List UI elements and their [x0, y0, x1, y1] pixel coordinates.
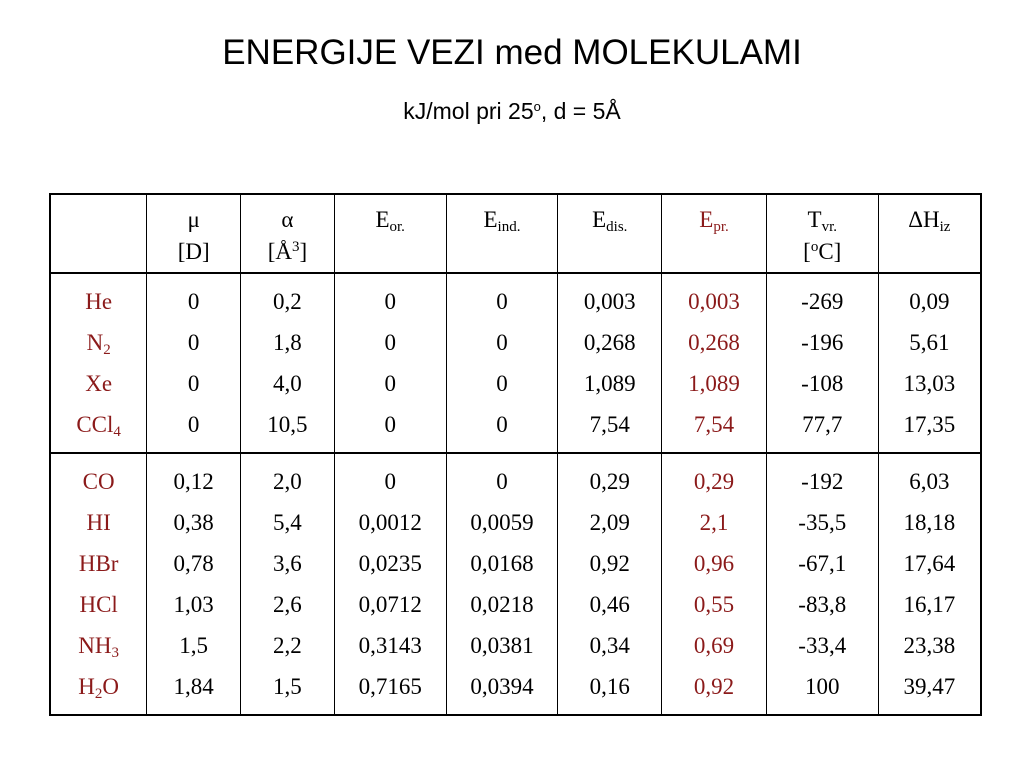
cell-alpha: 10,5 [241, 404, 335, 453]
cell-epr: 0,003 [662, 273, 767, 322]
cell-tvr: -33,4 [766, 625, 878, 666]
cell-tvr: -35,5 [766, 502, 878, 543]
cell-edis: 2,09 [558, 502, 662, 543]
cell-edis: 0,003 [558, 273, 662, 322]
cell-alpha: 1,5 [241, 666, 335, 715]
cell-eind: 0,0218 [446, 584, 558, 625]
page-title: ENERGIJE VEZI med MOLEKULAMI [222, 33, 802, 72]
cell-tvr: 100 [766, 666, 878, 715]
alpha-unit-close: ] [299, 239, 308, 264]
cell-epr: 0,268 [662, 322, 767, 363]
polar-group [50, 453, 981, 715]
cell-mu: 0,12 [147, 453, 241, 502]
cell-eind: 0 [446, 404, 558, 453]
header-molecule [50, 194, 147, 273]
cell-eind: 0,0381 [446, 625, 558, 666]
cell-edis: 0,34 [558, 625, 662, 666]
cell-eor: 0,0712 [334, 584, 446, 625]
molecule-name: $NH_3$ [50, 625, 147, 666]
edis-sub: dis. [606, 219, 628, 235]
cell-alpha: 2,6 [241, 584, 335, 625]
molecule-name: HCl [50, 584, 147, 625]
cell-epr: 0,92 [662, 666, 767, 715]
cell-tvr: 77,7 [766, 404, 878, 453]
cell-edis: 0,16 [558, 666, 662, 715]
dhiz-main: ΔH [908, 207, 940, 232]
cell-alpha: 3,6 [241, 543, 335, 584]
eind-main: E [483, 207, 498, 232]
tvr-unit-close: C] [818, 239, 842, 264]
cell-tvr: -192 [766, 453, 878, 502]
cell-dhiz: 17,35 [878, 404, 981, 453]
tvr-unit-open: [ [803, 239, 811, 264]
cell-eind: 0,0168 [446, 543, 558, 584]
cell-alpha: 1,8 [241, 322, 335, 363]
header-dhiz [878, 194, 981, 273]
cell-eind: 0,0394 [446, 666, 558, 715]
mu-unit: [D] [177, 239, 210, 264]
epr-main: E [699, 207, 714, 232]
cell-mu: 0,38 [147, 502, 241, 543]
molecule-name: HBr [50, 543, 147, 584]
subtitle-rest: , d = 5Å [540, 98, 621, 124]
cell-eind: 0 [446, 453, 558, 502]
cell-eor: 0,0235 [334, 543, 446, 584]
table-row [50, 363, 981, 404]
cell-mu: 0,78 [147, 543, 241, 584]
molecule-name: He [50, 273, 147, 322]
alpha-symbol: α [281, 207, 294, 232]
nonpolar-group [50, 273, 981, 453]
table-row [50, 584, 981, 625]
cell-dhiz: 23,38 [878, 625, 981, 666]
cell-edis: 0,46 [558, 584, 662, 625]
cell-dhiz: 6,03 [878, 453, 981, 502]
cell-alpha: 0,2 [241, 273, 335, 322]
cell-epr: 1,089 [662, 363, 767, 404]
table-row [50, 502, 981, 543]
header-edis [558, 194, 662, 273]
cell-eor: 0,0012 [334, 502, 446, 543]
cell-edis: 0,29 [558, 453, 662, 502]
header-eor [334, 194, 446, 273]
table-row [50, 273, 981, 322]
header-row [50, 194, 981, 273]
eind-sub: ind. [497, 219, 521, 235]
cell-edis: 1,089 [558, 363, 662, 404]
cell-eind: 0 [446, 322, 558, 363]
molecule-name: CO [50, 453, 147, 502]
cell-mu: 0 [147, 322, 241, 363]
cell-tvr: -83,8 [766, 584, 878, 625]
cell-edis: 0,92 [558, 543, 662, 584]
cell-dhiz: 5,61 [878, 322, 981, 363]
cell-tvr: -67,1 [766, 543, 878, 584]
cell-edis: 0,268 [558, 322, 662, 363]
bond-energy-table [49, 193, 982, 716]
dhiz-sub: iz [939, 219, 951, 235]
cell-dhiz: 13,03 [878, 363, 981, 404]
cell-mu: 0 [147, 273, 241, 322]
subtitle-text: kJ/mol pri 25 [403, 98, 534, 124]
cell-epr: 7,54 [662, 404, 767, 453]
cell-eor: 0 [334, 322, 446, 363]
cell-edis: 7,54 [558, 404, 662, 453]
cell-alpha: 2,0 [241, 453, 335, 502]
edis-main: E [592, 207, 607, 232]
cell-mu: 1,03 [147, 584, 241, 625]
alpha-unit: [Å [267, 239, 292, 264]
cell-eor: 0 [334, 363, 446, 404]
cell-tvr: -269 [766, 273, 878, 322]
table-row [50, 625, 981, 666]
molecule-name: CCl$_4$ [50, 404, 147, 453]
cell-tvr: -108 [766, 363, 878, 404]
cell-epr: 0,55 [662, 584, 767, 625]
cell-eor: 0 [334, 273, 446, 322]
cell-alpha: 4,0 [241, 363, 335, 404]
cell-eind: 0,0059 [446, 502, 558, 543]
cell-dhiz: 18,18 [878, 502, 981, 543]
cell-tvr: -196 [766, 322, 878, 363]
subtitle-degree: o [533, 99, 541, 114]
table-row [50, 322, 981, 363]
cell-eor: 0,7165 [334, 666, 446, 715]
cell-dhiz: 39,47 [878, 666, 981, 715]
table-row [50, 543, 981, 584]
cell-mu: 0 [147, 404, 241, 453]
header-eind [446, 194, 558, 273]
table-row [50, 404, 981, 453]
cell-eind: 0 [446, 363, 558, 404]
cell-eind: 0 [446, 273, 558, 322]
cell-eor: 0 [334, 404, 446, 453]
cell-epr: 0,29 [662, 453, 767, 502]
eor-sub: or. [389, 219, 405, 235]
alpha-unit-exp: 3 [291, 239, 300, 255]
cell-epr: 2,1 [662, 502, 767, 543]
header-alpha [241, 194, 335, 273]
table-row [50, 666, 981, 715]
molecule-name: $N_2$ [50, 322, 147, 363]
tvr-main: T [807, 207, 822, 232]
header-mu [147, 194, 241, 273]
cell-alpha: 2,2 [241, 625, 335, 666]
page-subtitle [0, 98, 1024, 125]
tvr-unit-degree: o [810, 239, 819, 255]
molecule-name: $H_2O$ [50, 666, 147, 715]
cell-eor: 0 [334, 453, 446, 502]
cell-dhiz: 0,09 [878, 273, 981, 322]
cell-dhiz: 16,17 [878, 584, 981, 625]
cell-epr: 0,96 [662, 543, 767, 584]
cell-mu: 1,84 [147, 666, 241, 715]
mu-symbol: μ [187, 207, 200, 232]
header-tvr [766, 194, 878, 273]
cell-epr: 0,69 [662, 625, 767, 666]
cell-alpha: 5,4 [241, 502, 335, 543]
cell-mu: 0 [147, 363, 241, 404]
header-epr [662, 194, 767, 273]
epr-sub: pr. [713, 219, 729, 235]
molecule-name: Xe [50, 363, 147, 404]
eor-main: E [375, 207, 390, 232]
molecule-name: HI [50, 502, 147, 543]
tvr-sub: vr. [821, 219, 837, 235]
table-row [50, 453, 981, 502]
cell-dhiz: 17,64 [878, 543, 981, 584]
cell-mu: 1,5 [147, 625, 241, 666]
cell-eor: 0,3143 [334, 625, 446, 666]
